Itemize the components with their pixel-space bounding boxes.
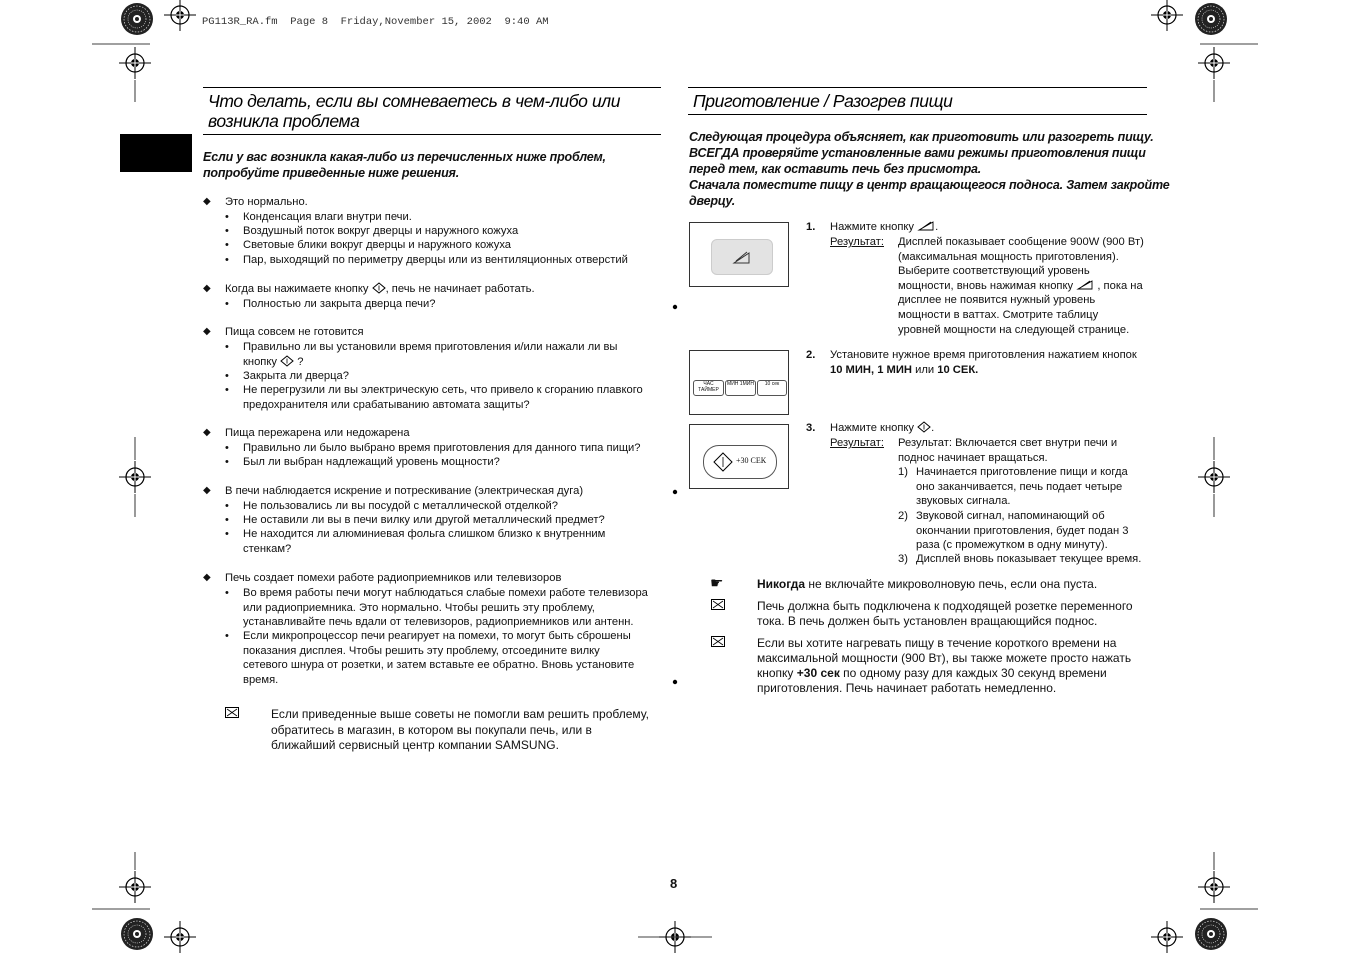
list-item: Конденсация влаги внутри печи. (243, 211, 412, 223)
problem-group: ◆ Пища пережарена или недожарена • Правильно ли было выбрано время приготовления для данного типа пищи? • Был ли выбран надлежащий уровень мощности? (203, 427, 641, 468)
list-item: Не перегрузили ли вы электрическую сеть, что привело к сгоранию плавкого предохранителя или срабатыванию автомата защиты? (243, 384, 643, 411)
left-intro: Если у вас возникла какая-либо из перечисленных ниже проблем, попробуйте приведенные ниже решения. (203, 150, 606, 180)
problem-group: ◆ Когда вы нажимаете кнопку , печь не начинает работать. • Полностью ли закрыта дверца печи? (203, 283, 535, 310)
problem-heading: Печь создает помехи работе радиоприемников или телевизоров (225, 572, 562, 584)
problem-heading: Это нормально. (225, 196, 308, 208)
minute-key: МИН 1МИН (725, 380, 756, 396)
start-diamond-icon (280, 355, 294, 367)
problem-list (203, 195, 663, 686)
list-item: 3) Дисплей вновь показывает текущее время. (898, 553, 1142, 565)
note-1: Никогда не включайте микроволновую печь, если она пуста. (757, 577, 1098, 591)
step-1-result: Дисплей показывает сообщение 900W (900 Вт) (максимальная мощность приготовления). Выберите соответствующий уровень мощности, вновь нажимая кнопку , пока на дисплее не появится нужный уровень мощности в ваттах. Смотрите таблицу уровней мощности на следующей странице. (898, 236, 1144, 336)
problem-heading: Пища пережарена или недожарена (225, 427, 410, 439)
right-title-rule-bottom (688, 114, 1147, 115)
file-header: PG113R_RA.fm Page 8 Friday,November 15, 2002 9:40 AM (202, 16, 549, 28)
step-2-text: Установите нужное время приготовления нажатием кнопок 10 МИН, 1 МИН или 10 СЕК. (830, 349, 1137, 376)
step-3-result: Результат: Включается свет внутри печи и поднос начинает вращаться. (898, 437, 1118, 464)
power-triangle-icon (1076, 279, 1094, 290)
time-buttons-illustration (689, 350, 789, 415)
list-item: Световые блики вокруг дверцы и наружного кожуха (243, 239, 512, 251)
step-2: 2. (806, 349, 816, 361)
list-item: Пар, выходящий по периметру дверцы или из вентиляционных отверстий (243, 254, 628, 266)
problem-group: ◆ Печь создает помехи работе радиоприемников или телевизоров • Во время работы печи могут наблюдаться слабые помехи работе телевизора или радиоприемника. Это нормально. Чтобы решить эту проблему, устанавливайте печь вдали от телевизоров, радиоприемников или антенн. • Если микропроцессор печи реагирует на помехи, то могут быть сброшены показания дисплея. Чтобы решить эту проблему, отсоедините вилку сетевого шнура от розетки, и затем вставьте ее обратно. Вновь установите время. (203, 572, 648, 686)
list-item: Полностью ли закрыта дверца печи? (243, 298, 436, 310)
start-diamond-icon (917, 421, 931, 433)
note-icon (711, 599, 725, 610)
left-title-rule-bottom (203, 134, 661, 135)
list-item: 2) Звуковой сигнал, напоминающий об окончании приготовления, будет подан 3 раза (с промежутком в одну минуту). (898, 510, 1129, 552)
step-1-text: Нажмите кнопку . (830, 221, 939, 233)
step-3-sublist (898, 465, 1154, 567)
power-button-illustration (689, 222, 789, 287)
step-1: 1. (806, 221, 816, 233)
start-button: +30 СЕК (703, 445, 777, 479)
right-title-rule-top (688, 87, 1147, 88)
start-diamond-icon (372, 282, 386, 294)
step-3: 3. (806, 422, 816, 434)
result-label: Результат: (830, 236, 884, 248)
pointing-hand-icon: ☛ (710, 575, 724, 592)
ten-sec-key: 10 сек (757, 380, 787, 396)
list-item: 1) Начинается приготовление пищи и когда оно заканчивается, печь подает четыре звуковых сигнала. (898, 466, 1128, 508)
note-icon (225, 707, 239, 718)
power-triangle-icon (917, 220, 935, 231)
left-title-rule-top (203, 87, 661, 88)
problem-group: ◆ Пища совсем не готовится • Правильно ли вы установили время приготовления и/или нажали ли вы кнопку ? • Закрыта ли дверца? • Не перегрузили ли вы электрическую сеть, что привело к сгоранию плавкого предохранителя или срабатыванию автомата защиты? (203, 326, 643, 411)
list-item: Не пользовались ли вы посудой с металлической отделкой? (243, 500, 558, 512)
page-number: 8 (670, 876, 678, 891)
problem-heading: Когда вы нажимаете кнопку , печь не начинает работать. (225, 283, 535, 295)
list-item: Закрыта ли дверца? (243, 370, 349, 382)
start-diamond-icon (712, 451, 734, 473)
left-note: Если приведенные выше советы не помогли вам решить проблему, обратитесь в магазин, в котором вы покупали печь, или в ближайший сервисный центр компании SAMSUNG. (271, 707, 649, 752)
list-item: Если микропроцессор печи реагирует на помехи, то могут быть сброшены показания дисплея. Чтобы решить эту проблему, отсоедините вилку сетевого шнура от розетки, и затем вставьте ее обратно. Вновь установите время. (243, 630, 635, 686)
list-item: Не находится ли алюминиевая фольга слишком близко к внутренним стенкам? (243, 528, 606, 555)
hour-timer-key: ЧАС ТАЙМЕР (693, 380, 724, 396)
list-item: Был ли выбран надлежащий уровень мощности? (243, 456, 500, 468)
start-button-illustration (689, 424, 789, 489)
problem-heading: Пища совсем не готовится (225, 326, 364, 338)
note-icon (711, 636, 725, 647)
list-item: Правильно ли вы установили время приготовления и/или нажали ли вы кнопку ? (243, 341, 618, 368)
list-item: Во время работы печи могут наблюдаться слабые помехи работе телевизора или радиоприемника. Это нормально. Чтобы решить эту проблему, устанавливайте печь вдали от телевизоров, радиоприемников или антенн. (243, 587, 648, 629)
result-label: Результат: (830, 437, 884, 449)
right-intro: Следующая процедура объясняет, как приготовить или разогреть пищу. ВСЕГДА проверяйте установленные вами режимы приготовления пищи перед тем, как оставить печь без присмотра. Сначала поместите пищу в центр вращающегося подноса. Затем закройте дверцу. (689, 130, 1170, 208)
section-tab (120, 134, 192, 172)
problem-group: ◆ В печи наблюдается искрение и потрескивание (электрическая дуга) • Не пользовались ли вы посудой с металлической отделкой? • Не оставили ли вы в печи вилку или другой металлический предмет? • Не находится ли алюминиевая фольга слишком близко к внутренним стенкам? (203, 485, 606, 555)
right-title: Приготовление / Разогрев пищи (693, 91, 953, 111)
step-3-text: Нажмите кнопку . (830, 422, 935, 434)
list-item: Воздушный поток вокруг дверцы и наружного кожуха (243, 225, 519, 237)
note-2: Печь должна быть подключена к подходящей розетке переменного тока. В печь должен быть установлен вращающийся поднос. (757, 599, 1133, 628)
power-button (711, 239, 773, 275)
list-item: Правильно ли было выбрано время приготовления для данного типа пищи? (243, 442, 641, 454)
left-title: Что делать, если вы сомневаетесь в чем-либо или возникла проблема (208, 91, 621, 131)
power-triangle-icon (712, 240, 772, 274)
problem-heading: В печи наблюдается искрение и потрескивание (электрическая дуга) (225, 485, 584, 497)
note-3: Если вы хотите нагревать пищу в течение короткого времени на максимальной мощности (900 Вт), вы также можете просто нажать кнопку +30 сек по одному разу для каждых 30 секунд времени приготовления. Печь начинает работать немедленно. (757, 636, 1132, 695)
list-item: Не оставили ли вы в печи вилку или другой металлический предмет? (243, 514, 605, 526)
problem-group: ◆ Это нормально. • Конденсация влаги внутри печи. • Воздушный поток вокруг дверцы и наружного кожуха • Световые блики вокруг дверцы и наружного кожуха • Пар, выходящий по периметру дверцы или из вентиляционных отверстий (203, 196, 628, 266)
